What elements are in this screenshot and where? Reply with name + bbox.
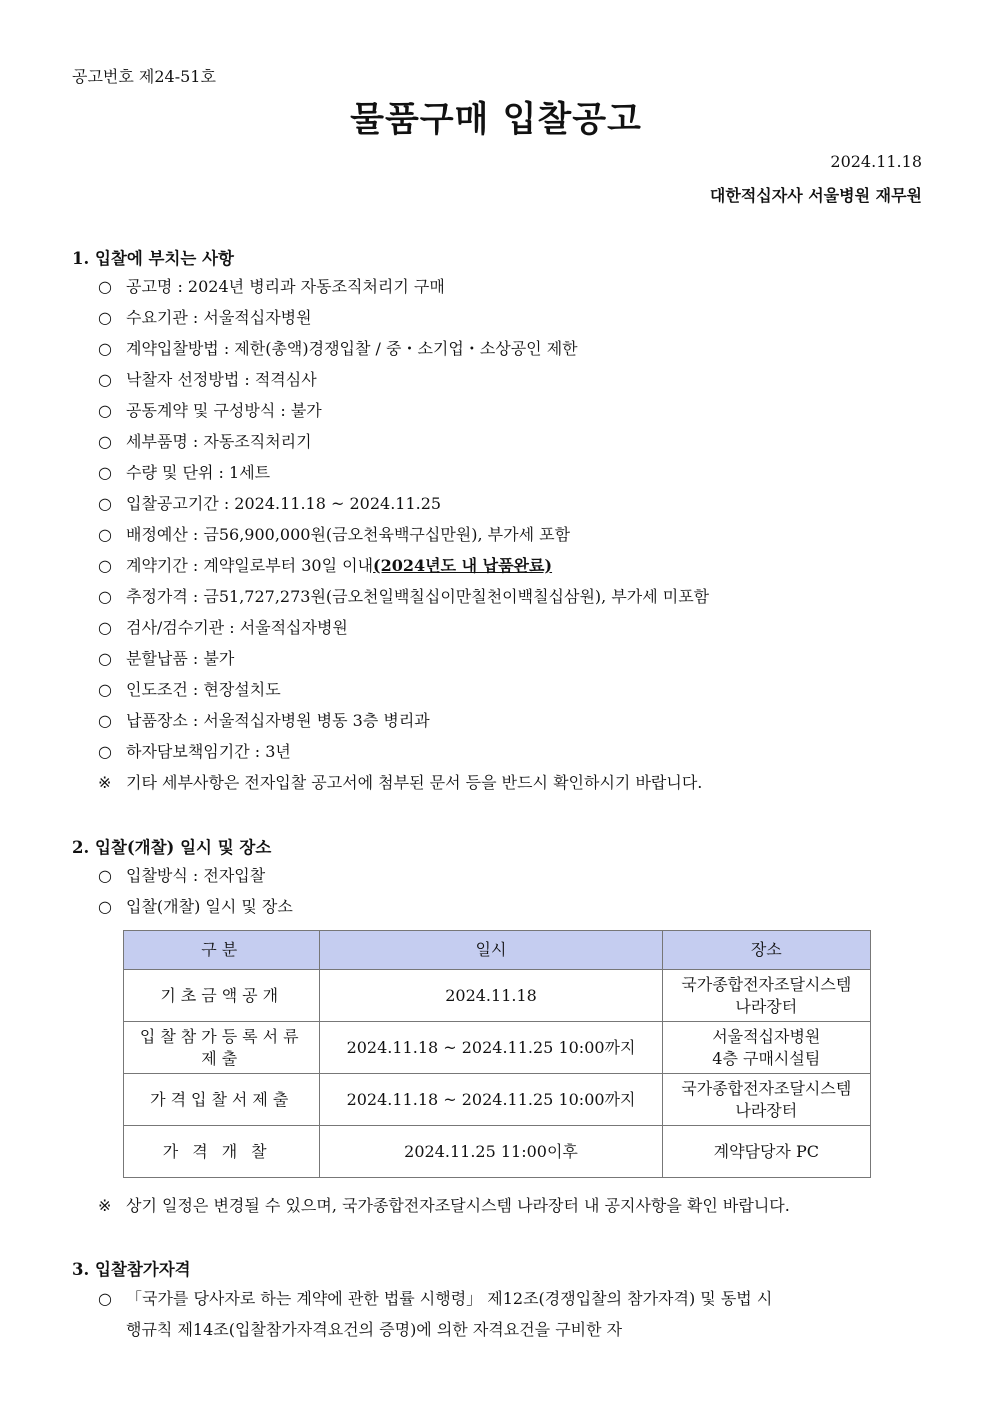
bullet-circle-icon: ○ bbox=[98, 339, 112, 358]
list-item: ○ 추정가격 : 금51,727,273원(금오천일백칠십이만칠천이백칠십삼원), 부가세 미포함 bbox=[98, 581, 709, 612]
table-cell-datetime: 2024.11.25 11:00이후 bbox=[320, 1126, 662, 1178]
bullet-circle-icon: ○ bbox=[98, 370, 112, 389]
notice-date: 2024.11.18 bbox=[830, 152, 922, 171]
bullet-circle-icon: ○ bbox=[98, 494, 112, 513]
list-item: ○ 입찰공고기간 : 2024.11.18 ~ 2024.11.25 bbox=[98, 488, 709, 519]
section-1-title: 1. 입찰에 부치는 사항 bbox=[72, 249, 234, 268]
bullet-circle-icon: ○ bbox=[98, 587, 112, 606]
schedule-table bbox=[123, 930, 871, 1178]
list-item: ○ 배정예산 : 금56,900,000원(금오천육백구십만원), 부가세 포함 bbox=[98, 519, 709, 550]
bullet-circle-icon: ○ bbox=[98, 711, 112, 730]
bullet-circle-icon: ○ bbox=[98, 618, 112, 637]
list-item: ○ 분할납품 : 불가 bbox=[98, 643, 709, 674]
section-2-note: ※ 상기 일정은 변경될 수 있으며, 국가종합전자조달시스템 나라장터 내 공지사항을 확인 바랍니다. bbox=[98, 1196, 790, 1215]
list-item bbox=[98, 767, 709, 798]
bullet-circle-icon: ○ bbox=[98, 897, 112, 916]
table-header-cell: 구분 bbox=[124, 931, 320, 970]
list-item: ○ 하자담보책임기간 : 3년 bbox=[98, 736, 709, 767]
bullet-circle-icon: ○ bbox=[98, 649, 112, 668]
table-row bbox=[124, 1126, 871, 1178]
bullet-circle-icon: ○ bbox=[98, 401, 112, 420]
list-item: ○ 계약기간 : 계약일로부터 30일 이내(2024년도 내 납품완료) bbox=[98, 550, 709, 581]
list-item: ○ 세부품명 : 자동조직처리기 bbox=[98, 426, 709, 457]
list-item: ○ 인도조건 : 현장설치도 bbox=[98, 674, 709, 705]
bullet-circle-icon: ○ bbox=[98, 680, 112, 699]
list-item: ○ 공동계약 및 구성방식 : 불가 bbox=[98, 395, 709, 426]
bullet-circle-icon: ○ bbox=[98, 432, 112, 451]
section-2-title: 2. 입찰(개찰) 일시 및 장소 bbox=[72, 838, 272, 857]
section-3-title: 3. 입찰참가자격 bbox=[72, 1260, 191, 1279]
bullet-circle-icon: ○ bbox=[98, 556, 112, 575]
list-item: ○ 계약입찰방법 : 제한(총액)경쟁입찰 / 중・소기업・소상공인 제한 bbox=[98, 333, 709, 364]
bullet-circle-icon: ○ bbox=[98, 277, 112, 296]
list-item: ○ 공고명 : 2024년 병리과 자동조직처리기 구매 bbox=[98, 271, 709, 302]
table-header-cell: 일시 bbox=[320, 931, 662, 970]
table-row bbox=[124, 970, 871, 1022]
bullet-circle-icon: ○ bbox=[98, 866, 112, 885]
qualification-text: ○ 「국가를 당사자로 하는 계약에 관한 법률 시행령」 제12조(경쟁입찰의 참가자격) 및 동법 시 행규칙 제14조(입찰참가자격요건의 증명)에 의한 자격요건을 구비한 자 bbox=[98, 1283, 924, 1345]
list-item: ○ 낙찰자 선정방법 : 적격심사 bbox=[98, 364, 709, 395]
table-cell-datetime: 2024.11.18 ~ 2024.11.25 10:00까지 bbox=[320, 1022, 662, 1074]
section-2-list bbox=[98, 860, 293, 922]
table-cell-place: 국가종합전자조달시스템 나라장터 bbox=[662, 1074, 870, 1126]
bullet-circle-icon: ○ bbox=[98, 1289, 112, 1308]
table-cell-category: 기초금액공개 bbox=[124, 970, 320, 1022]
reference-mark-icon: ※ bbox=[98, 773, 112, 792]
table-cell-place: 국가종합전자조달시스템 나라장터 bbox=[662, 970, 870, 1022]
table-cell-category: 가격개찰 bbox=[124, 1126, 320, 1178]
section-1-list bbox=[98, 271, 709, 798]
issuer: 대한적십자사 서울병원 재무원 bbox=[709, 186, 922, 205]
bullet-circle-icon: ○ bbox=[98, 742, 112, 761]
table-cell-datetime: 2024.11.18 bbox=[320, 970, 662, 1022]
table-row bbox=[124, 1022, 871, 1074]
table-cell-datetime: 2024.11.18 ~ 2024.11.25 10:00까지 bbox=[320, 1074, 662, 1126]
list-item: ○ 검사/검수기관 : 서울적십자병원 bbox=[98, 612, 709, 643]
section-1-note: 기타 세부사항은 전자입찰 공고서에 첨부된 문서 등을 반드시 확인하시기 바랍니다. bbox=[126, 773, 703, 792]
list-item: ○ 입찰(개찰) 일시 및 장소 bbox=[98, 891, 293, 922]
table-header-cell: 장소 bbox=[662, 931, 870, 970]
list-item: ○ 수요기관 : 서울적십자병원 bbox=[98, 302, 709, 333]
table-cell-place: 계약담당자 PC bbox=[662, 1126, 870, 1178]
table-row bbox=[124, 1074, 871, 1126]
table-header-row bbox=[124, 931, 871, 970]
delivery-emphasis: (2024년도 내 납품완료) bbox=[373, 556, 553, 575]
bullet-circle-icon: ○ bbox=[98, 308, 112, 327]
notice-number: 공고번호 제24-51호 bbox=[72, 67, 216, 86]
table-cell-category: 가격입찰서제출 bbox=[124, 1074, 320, 1126]
reference-mark-icon: ※ bbox=[98, 1196, 112, 1215]
table-cell-category: 입찰참가등록서류 제출 bbox=[124, 1022, 320, 1074]
list-item: ○ 입찰방식 : 전자입찰 bbox=[98, 860, 293, 891]
bullet-circle-icon: ○ bbox=[98, 525, 112, 544]
list-item: ○ 납품장소 : 서울적십자병원 병동 3층 병리과 bbox=[98, 705, 709, 736]
table-cell-place: 서울적십자병원 4층 구매시설팀 bbox=[662, 1022, 870, 1074]
list-item: ○ 수량 및 단위 : 1세트 bbox=[98, 457, 709, 488]
page-title: 물품구매 입찰공고 bbox=[350, 100, 642, 140]
bullet-circle-icon: ○ bbox=[98, 463, 112, 482]
